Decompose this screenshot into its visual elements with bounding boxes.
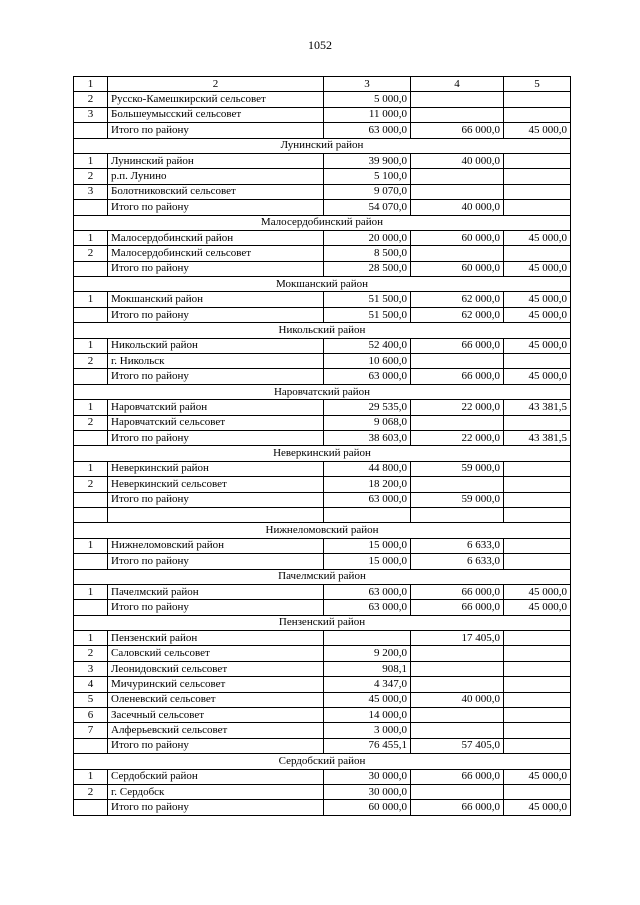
- total-row: [74, 554, 571, 569]
- value-cell-col4: 66 000,0: [411, 800, 504, 815]
- value-cell-col3: 9 068,0: [324, 415, 411, 430]
- table-row: [74, 400, 571, 415]
- district-header-row: [74, 523, 571, 538]
- total-row: [74, 800, 571, 815]
- row-number-cell: 1: [74, 584, 108, 599]
- value-cell-col4: [411, 169, 504, 184]
- header-cell: 3: [324, 77, 411, 92]
- table-row: [74, 169, 571, 184]
- district-name: Лунинский район: [74, 138, 571, 153]
- row-name-cell: Итого по району: [108, 200, 324, 215]
- header-cell: 2: [108, 77, 324, 92]
- value-cell-col5: [504, 477, 571, 492]
- row-name-cell: [108, 507, 324, 522]
- value-cell-col4: 66 000,0: [411, 584, 504, 599]
- value-cell-col5: [504, 184, 571, 199]
- district-name: Сердобский район: [74, 754, 571, 769]
- row-number-cell: [74, 738, 108, 753]
- row-name-cell: Итого по району: [108, 492, 324, 507]
- value-cell-col3: 15 000,0: [324, 554, 411, 569]
- value-cell-col5: [504, 461, 571, 476]
- value-cell-col4: 66 000,0: [411, 123, 504, 138]
- row-name-cell: Итого по району: [108, 800, 324, 815]
- value-cell-col5: 45 000,0: [504, 123, 571, 138]
- district-header-row: [74, 323, 571, 338]
- row-number-cell: 1: [74, 153, 108, 168]
- table-row: [74, 677, 571, 692]
- total-row: [74, 430, 571, 445]
- row-number-cell: 5: [74, 692, 108, 707]
- value-cell-col4: 59 000,0: [411, 492, 504, 507]
- district-name: Нижнеломовский район: [74, 523, 571, 538]
- value-cell-col5: [504, 246, 571, 261]
- total-row: [74, 261, 571, 276]
- value-cell-col5: [504, 153, 571, 168]
- value-cell-col4: 40 000,0: [411, 153, 504, 168]
- value-cell-col3: 29 535,0: [324, 400, 411, 415]
- table-row: [74, 784, 571, 799]
- district-name: Пачелмский район: [74, 569, 571, 584]
- row-number-cell: [74, 800, 108, 815]
- row-name-cell: Никольский район: [108, 338, 324, 353]
- row-name-cell: Неверкинский сельсовет: [108, 477, 324, 492]
- row-number-cell: [74, 600, 108, 615]
- row-number-cell: [74, 307, 108, 322]
- district-header-row: [74, 277, 571, 292]
- row-number-cell: [74, 507, 108, 522]
- value-cell-col4: 22 000,0: [411, 430, 504, 445]
- value-cell-col3: 76 455,1: [324, 738, 411, 753]
- value-cell-col5: 43 381,5: [504, 400, 571, 415]
- row-name-cell: Итого по району: [108, 430, 324, 445]
- value-cell-col5: [504, 661, 571, 676]
- row-number-cell: 2: [74, 92, 108, 107]
- row-number-cell: 1: [74, 338, 108, 353]
- header-cell: 5: [504, 77, 571, 92]
- row-number-cell: 2: [74, 354, 108, 369]
- value-cell-col3: 63 000,0: [324, 584, 411, 599]
- row-number-cell: [74, 492, 108, 507]
- district-header-row: [74, 138, 571, 153]
- value-cell-col4: [411, 184, 504, 199]
- value-cell-col4: [411, 661, 504, 676]
- row-number-cell: 2: [74, 477, 108, 492]
- row-name-cell: Неверкинский район: [108, 461, 324, 476]
- table-row: [74, 415, 571, 430]
- row-name-cell: Итого по району: [108, 261, 324, 276]
- table-row: [74, 354, 571, 369]
- value-cell-col4: 66 000,0: [411, 338, 504, 353]
- row-name-cell: Малосердобинский район: [108, 230, 324, 245]
- value-cell-col5: 45 000,0: [504, 292, 571, 307]
- value-cell-col5: 45 000,0: [504, 261, 571, 276]
- table-body: [74, 92, 571, 815]
- value-cell-col4: [411, 677, 504, 692]
- row-name-cell: Лунинский район: [108, 153, 324, 168]
- page-number: 1052: [308, 38, 332, 52]
- district-header-row: [74, 754, 571, 769]
- row-number-cell: [74, 200, 108, 215]
- value-cell-col5: [504, 169, 571, 184]
- district-name: Никольский район: [74, 323, 571, 338]
- row-number-cell: 1: [74, 400, 108, 415]
- total-row: [74, 123, 571, 138]
- value-cell-col3: 5 100,0: [324, 169, 411, 184]
- value-cell-col3: 30 000,0: [324, 784, 411, 799]
- row-number-cell: [74, 430, 108, 445]
- total-row: [74, 200, 571, 215]
- value-cell-col5: [504, 92, 571, 107]
- row-number-cell: 1: [74, 538, 108, 553]
- row-number-cell: 6: [74, 708, 108, 723]
- value-cell-col3: 63 000,0: [324, 123, 411, 138]
- row-name-cell: Малосердобинский сельсовет: [108, 246, 324, 261]
- row-number-cell: [74, 123, 108, 138]
- value-cell-col3: 63 000,0: [324, 600, 411, 615]
- row-number-cell: 1: [74, 769, 108, 784]
- row-name-cell: Мокшанский район: [108, 292, 324, 307]
- row-number-cell: [74, 369, 108, 384]
- value-cell-col5: 45 000,0: [504, 600, 571, 615]
- value-cell-col3: 63 000,0: [324, 492, 411, 507]
- table-row: [74, 477, 571, 492]
- row-number-cell: 3: [74, 107, 108, 122]
- row-number-cell: 2: [74, 246, 108, 261]
- value-cell-col3: 15 000,0: [324, 538, 411, 553]
- row-name-cell: г. Никольск: [108, 354, 324, 369]
- row-name-cell: Оленевский сельсовет: [108, 692, 324, 707]
- row-name-cell: Пензенский район: [108, 631, 324, 646]
- row-number-cell: 1: [74, 292, 108, 307]
- table-row: [74, 338, 571, 353]
- row-number-cell: 2: [74, 784, 108, 799]
- header-cell: 4: [411, 77, 504, 92]
- row-name-cell: Сердобский район: [108, 769, 324, 784]
- row-name-cell: Наровчатский сельсовет: [108, 415, 324, 430]
- value-cell-col5: [504, 415, 571, 430]
- district-name: Наровчатский район: [74, 384, 571, 399]
- table-row: [74, 538, 571, 553]
- row-name-cell: р.п. Лунино: [108, 169, 324, 184]
- value-cell-col4: 66 000,0: [411, 369, 504, 384]
- table-row: [74, 461, 571, 476]
- table-row: [74, 646, 571, 661]
- row-number-cell: [74, 554, 108, 569]
- row-name-cell: Алферьевский сельсовет: [108, 723, 324, 738]
- value-cell-col5: [504, 631, 571, 646]
- value-cell-col3: 4 347,0: [324, 677, 411, 692]
- row-number-cell: 2: [74, 646, 108, 661]
- district-header-row: [74, 569, 571, 584]
- row-name-cell: Итого по району: [108, 307, 324, 322]
- row-name-cell: Мичуринский сельсовет: [108, 677, 324, 692]
- value-cell-col3: 38 603,0: [324, 430, 411, 445]
- value-cell-col4: [411, 107, 504, 122]
- value-cell-col3: 60 000,0: [324, 800, 411, 815]
- value-cell-col3: 8 500,0: [324, 246, 411, 261]
- value-cell-col5: [504, 723, 571, 738]
- value-cell-col4: [411, 784, 504, 799]
- total-row: [74, 492, 571, 507]
- table-row: [74, 92, 571, 107]
- value-cell-col4: 66 000,0: [411, 600, 504, 615]
- value-cell-col5: 45 000,0: [504, 307, 571, 322]
- value-cell-col5: [504, 538, 571, 553]
- value-cell-col5: [504, 677, 571, 692]
- table-row: [74, 723, 571, 738]
- value-cell-col3: 10 600,0: [324, 354, 411, 369]
- value-cell-col4: [411, 354, 504, 369]
- district-header-row: [74, 215, 571, 230]
- row-number-cell: 2: [74, 415, 108, 430]
- district-header-row: [74, 384, 571, 399]
- value-cell-col5: [504, 784, 571, 799]
- row-number-cell: 1: [74, 461, 108, 476]
- table-row: [74, 769, 571, 784]
- row-name-cell: Саловский сельсовет: [108, 646, 324, 661]
- table-row: [74, 631, 571, 646]
- value-cell-col4: [411, 477, 504, 492]
- row-name-cell: Русско-Камешкирский сельсовет: [108, 92, 324, 107]
- value-cell-col3: 18 200,0: [324, 477, 411, 492]
- district-header-row: [74, 615, 571, 630]
- value-cell-col4: 59 000,0: [411, 461, 504, 476]
- value-cell-col3: 9 070,0: [324, 184, 411, 199]
- value-cell-col3: 51 500,0: [324, 292, 411, 307]
- value-cell-col3: 51 500,0: [324, 307, 411, 322]
- value-cell-col4: 6 633,0: [411, 554, 504, 569]
- row-name-cell: Леонидовский сельсовет: [108, 661, 324, 676]
- value-cell-col5: [504, 200, 571, 215]
- row-number-cell: 1: [74, 230, 108, 245]
- value-cell-col3: 11 000,0: [324, 107, 411, 122]
- value-cell-col3: 20 000,0: [324, 230, 411, 245]
- value-cell-col3: 30 000,0: [324, 769, 411, 784]
- value-cell-col3: 52 400,0: [324, 338, 411, 353]
- row-name-cell: Итого по району: [108, 738, 324, 753]
- value-cell-col3: 908,1: [324, 661, 411, 676]
- row-name-cell: Наровчатский район: [108, 400, 324, 415]
- value-cell-col3: 39 900,0: [324, 153, 411, 168]
- row-number-cell: [74, 261, 108, 276]
- value-cell-col3: 3 000,0: [324, 723, 411, 738]
- row-number-cell: 2: [74, 169, 108, 184]
- row-number-cell: 3: [74, 184, 108, 199]
- value-cell-col3: 28 500,0: [324, 261, 411, 276]
- value-cell-col3: 14 000,0: [324, 708, 411, 723]
- value-cell-col4: [411, 708, 504, 723]
- district-name: Пензенский район: [74, 615, 571, 630]
- row-number-cell: 1: [74, 631, 108, 646]
- value-cell-col4: 66 000,0: [411, 769, 504, 784]
- value-cell-col4: 57 405,0: [411, 738, 504, 753]
- table-row: [74, 584, 571, 599]
- total-row: [74, 738, 571, 753]
- value-cell-col4: [411, 507, 504, 522]
- row-number-cell: 7: [74, 723, 108, 738]
- value-cell-col5: 45 000,0: [504, 800, 571, 815]
- value-cell-col5: 45 000,0: [504, 769, 571, 784]
- table-row: [74, 184, 571, 199]
- budget-table: [73, 76, 571, 816]
- total-row: [74, 600, 571, 615]
- value-cell-col5: 45 000,0: [504, 230, 571, 245]
- value-cell-col3: 9 200,0: [324, 646, 411, 661]
- value-cell-col4: 60 000,0: [411, 261, 504, 276]
- value-cell-col4: 62 000,0: [411, 292, 504, 307]
- value-cell-col5: [504, 507, 571, 522]
- value-cell-col3: 5 000,0: [324, 92, 411, 107]
- row-name-cell: Пачелмский район: [108, 584, 324, 599]
- value-cell-col4: 17 405,0: [411, 631, 504, 646]
- row-name-cell: Нижнеломовский район: [108, 538, 324, 553]
- table-row: [74, 692, 571, 707]
- row-name-cell: Засечный сельсовет: [108, 708, 324, 723]
- table-row: [74, 507, 571, 522]
- value-cell-col4: 40 000,0: [411, 200, 504, 215]
- row-name-cell: Болотниковский сельсовет: [108, 184, 324, 199]
- value-cell-col5: 45 000,0: [504, 369, 571, 384]
- district-name: Неверкинский район: [74, 446, 571, 461]
- value-cell-col4: 22 000,0: [411, 400, 504, 415]
- header-row: [74, 77, 571, 92]
- row-number-cell: 3: [74, 661, 108, 676]
- value-cell-col4: 62 000,0: [411, 307, 504, 322]
- value-cell-col4: 60 000,0: [411, 230, 504, 245]
- value-cell-col5: [504, 708, 571, 723]
- district-header-row: [74, 446, 571, 461]
- table-row: [74, 246, 571, 261]
- value-cell-col3: 63 000,0: [324, 369, 411, 384]
- value-cell-col3: [324, 631, 411, 646]
- district-name: Мокшанский район: [74, 277, 571, 292]
- table-row: [74, 107, 571, 122]
- value-cell-col4: 40 000,0: [411, 692, 504, 707]
- value-cell-col5: [504, 692, 571, 707]
- value-cell-col5: [504, 107, 571, 122]
- value-cell-col5: [504, 554, 571, 569]
- header-cell: 1: [74, 77, 108, 92]
- table-row: [74, 153, 571, 168]
- row-name-cell: Большеумысский сельсовет: [108, 107, 324, 122]
- total-row: [74, 307, 571, 322]
- value-cell-col4: 6 633,0: [411, 538, 504, 553]
- table-row: [74, 661, 571, 676]
- value-cell-col5: [504, 354, 571, 369]
- value-cell-col5: 45 000,0: [504, 338, 571, 353]
- table-row: [74, 708, 571, 723]
- value-cell-col5: [504, 738, 571, 753]
- table-row: [74, 230, 571, 245]
- value-cell-col4: [411, 92, 504, 107]
- value-cell-col3: 44 800,0: [324, 461, 411, 476]
- value-cell-col3: [324, 507, 411, 522]
- value-cell-col4: [411, 723, 504, 738]
- row-name-cell: г. Сердобск: [108, 784, 324, 799]
- value-cell-col4: [411, 646, 504, 661]
- table-row: [74, 292, 571, 307]
- value-cell-col3: 45 000,0: [324, 692, 411, 707]
- value-cell-col5: [504, 492, 571, 507]
- value-cell-col4: [411, 415, 504, 430]
- value-cell-col4: [411, 246, 504, 261]
- row-name-cell: Итого по району: [108, 554, 324, 569]
- row-name-cell: Итого по району: [108, 369, 324, 384]
- row-name-cell: Итого по району: [108, 123, 324, 138]
- value-cell-col5: [504, 646, 571, 661]
- total-row: [74, 369, 571, 384]
- row-number-cell: 4: [74, 677, 108, 692]
- row-name-cell: Итого по району: [108, 600, 324, 615]
- value-cell-col5: 45 000,0: [504, 584, 571, 599]
- district-name: Малосердобинский район: [74, 215, 571, 230]
- value-cell-col5: 43 381,5: [504, 430, 571, 445]
- value-cell-col3: 54 070,0: [324, 200, 411, 215]
